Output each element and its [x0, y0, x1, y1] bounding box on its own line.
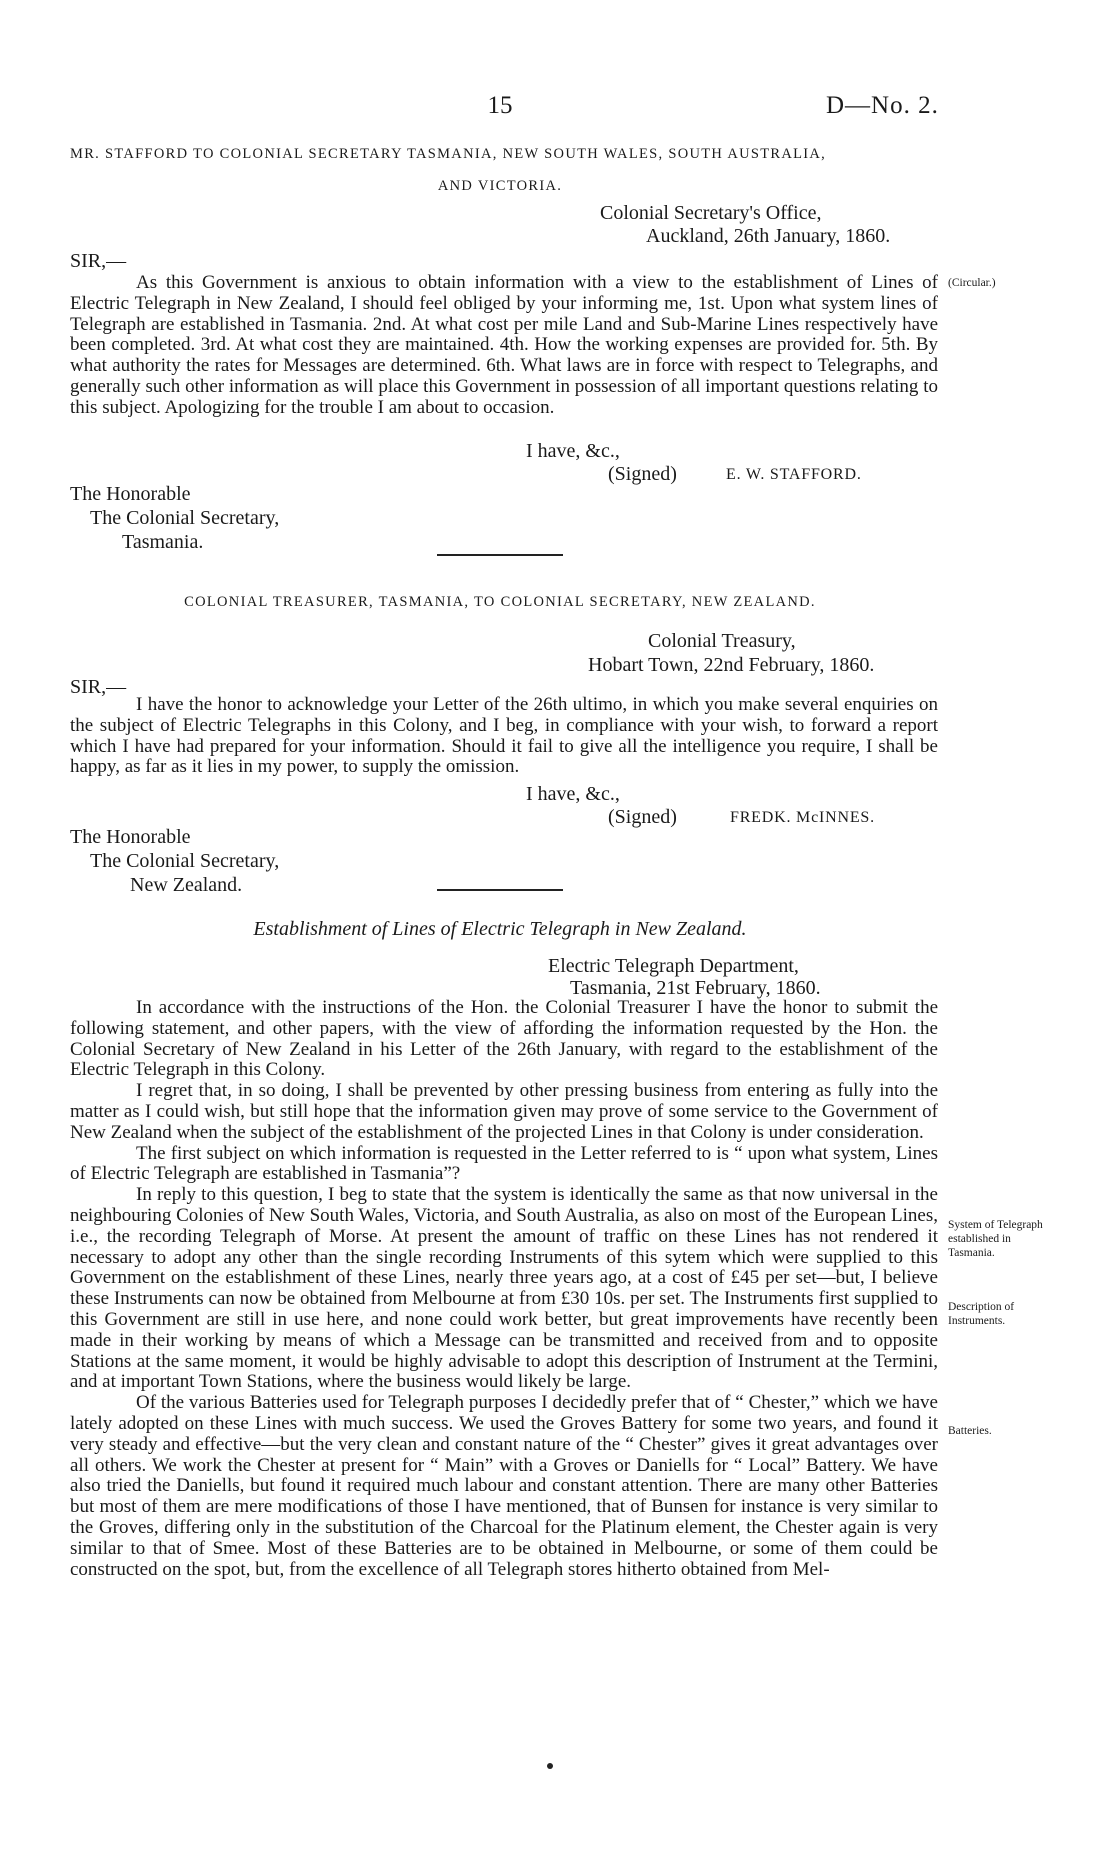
margin-note-batteries: Batteries. — [948, 1425, 992, 1437]
addressee-line: Tasmania. — [122, 531, 204, 553]
report-paragraph: In reply to this question, I beg to state that the system is identically the same as that now universal in the neighbouring Colonies of New South Wales, Victoria, and South Australia, as also on most of the European Lines, i.e., the recording Telegraph of Morse. At present the amount of traffic on these Lines has not rendered it necessary to adopt any other than the single recording Instruments of this sytem which were supplied to this Government on the establishment of these Lines, nearly three years ago, at a cost of £45 per set—but, I believe these Instruments can now be obtained from Melbourne at from £30 10s. per set. The Instruments first supplied to this Government are still in use here, and none could work better, but great improvements have recently been made in their working by means of which a Message can be transmitted and received from and to opposite Stations at the same moment, it would be highly advisable to adopt this description of Instrument at the Termini, and at important Town Stations, where the business would likely be large. — [70, 1184, 938, 1393]
letter1-place: Colonial Secretary's Office, — [600, 202, 822, 224]
report-body — [70, 998, 938, 1580]
page-number: 15 — [487, 92, 513, 119]
addressee-line: The Colonial Secretary, — [90, 507, 280, 529]
letter1-salutation: SIR,— — [70, 250, 127, 272]
letter1-date: Auckland, 26th January, 1860. — [646, 225, 891, 247]
letter1-heading-continued: AND VICTORIA. — [437, 178, 563, 194]
margin-note-instruments: Description of Instruments. — [948, 1301, 1015, 1327]
report-paragraph: The first subject on which information is requested in the Letter referred to is “ upon what system, Lines of Electric Telegraph are established in Tasmania”? — [70, 1142, 938, 1185]
letter1-heading: MR. STAFFORD TO COLONIAL SECRETARY TASMANIA, NEW SOUTH WALES, SOUTH AUSTRALIA, — [70, 146, 827, 162]
section-divider — [437, 554, 563, 556]
letter1-signed: (Signed) — [608, 463, 677, 485]
report-title: Establishment of Lines of Electric Telegraph in New Zealand. — [253, 918, 747, 940]
letter1-body-text: As this Government is anxious to obtain information with a view to the establishment of Lines of Electric Telegraph in New Zealand, I should feel obliged by your informing me, 1st. Upon what system lines of Telegraph are established in Tasmania. 2nd. At what cost per mile Land and Sub-Marine Lines respectively have been completed. 3rd. At what cost they are maintained. 4th. How the working expenses are provided for. 5th. By what authority the rates for Messages are determined. 6th. What laws are in force with respect to Telegraphs, and generally such other information as will place this Government in possession of all important questions relating to this subject. Apologizing for the trouble I am about to occasion. — [70, 272, 938, 418]
letter2-signer: FREDK. McINNES. — [730, 809, 875, 826]
letter2-closing: I have, &c., — [526, 783, 620, 805]
margin-note-circular: (Circular.) — [948, 277, 996, 289]
report-paragraph: Of the various Batteries used for Telegraph purposes I decidedly prefer that of “ Chester,” which we have lately adopted on these Lines with much success. We used the Groves Battery for some two years, and found it very steady and effective—but the very clean and constant nature of the “ Chester” gives it great advantages over all others. We work the Chester at present for “ Main” with a Groves or Daniells for “ Local” Battery. We have also tried the Daniells, but found it required much labour and constant attention. There are many other Batteries but most of them are mere modifications of those I have mentioned, that of Bunsen for instance is very similar to the Groves, differing only in the substitution of the Charcoal for the Platinum element, the Chester again is very similar to that of Smee. Most of these Batteries are to be obtained in Melbourne, or some of them could be constructed on the spot, but, from the excellence of all Telegraph stores hitherto obtained from Mel- — [70, 1392, 938, 1580]
letter2-date: Hobart Town, 22nd February, 1860. — [588, 654, 875, 676]
letter1-signer: E. W. STAFFORD. — [726, 466, 862, 483]
letter2-body-text: I have the honor to acknowledge your Letter of the 26th ultimo, in which you make several enquiries on the subject of Electric Telegraphs in this Colony, and I beg, in compliance with your wish, to forward a report which I have had prepared for your information. Should it fail to give all the intelligence you require, I shall be happy, as far as it lies in my power, to supply the omission. — [70, 694, 938, 778]
report-paragraph: I regret that, in so doing, I shall be prevented by other pressing business from entering as fully into the matter as I could wish, but still hope that the information given may prove of some service to the Government of New Zealand when the subject of the establishment of the projected Lines in that Colony is under consideration. — [70, 1080, 938, 1143]
letter2-signed: (Signed) — [608, 806, 677, 828]
report-place: Electric Telegraph Department, — [548, 955, 799, 977]
addressee-line: New Zealand. — [130, 874, 243, 896]
letter1-closing: I have, &c., — [526, 440, 620, 462]
letter1-addressee — [70, 482, 279, 554]
addressee-line: The Honorable — [70, 826, 191, 848]
report-date: Tasmania, 21st February, 1860. — [570, 977, 821, 999]
margin-note-system: System of Telegraph established in Tasmania. — [948, 1219, 1043, 1259]
section-divider — [437, 889, 563, 891]
letter2-salutation: SIR,— — [70, 676, 127, 698]
addressee-line: The Colonial Secretary, — [90, 850, 280, 872]
letter2-heading: COLONIAL TREASURER, TASMANIA, TO COLONIAL SECRETARY, NEW ZEALAND. — [184, 594, 816, 610]
letter2-body — [70, 695, 938, 778]
letter2-place: Colonial Treasury, — [648, 630, 796, 652]
letter1-body — [70, 273, 938, 419]
addressee-line: The Honorable — [70, 483, 191, 505]
letter2-addressee — [70, 825, 279, 897]
page-mark-dot — [547, 1763, 553, 1769]
document-reference: D—No. 2. — [826, 92, 939, 119]
report-paragraph: In accordance with the instructions of the Hon. the Colonial Treasurer I have the honor to submit the following statement, and other papers, with the view of affording the information requested by the Hon. the Colonial Secretary of New Zealand in his Letter of the 26th January, with regard to the establishment of the Electric Telegraph in this Colony. — [70, 997, 938, 1081]
